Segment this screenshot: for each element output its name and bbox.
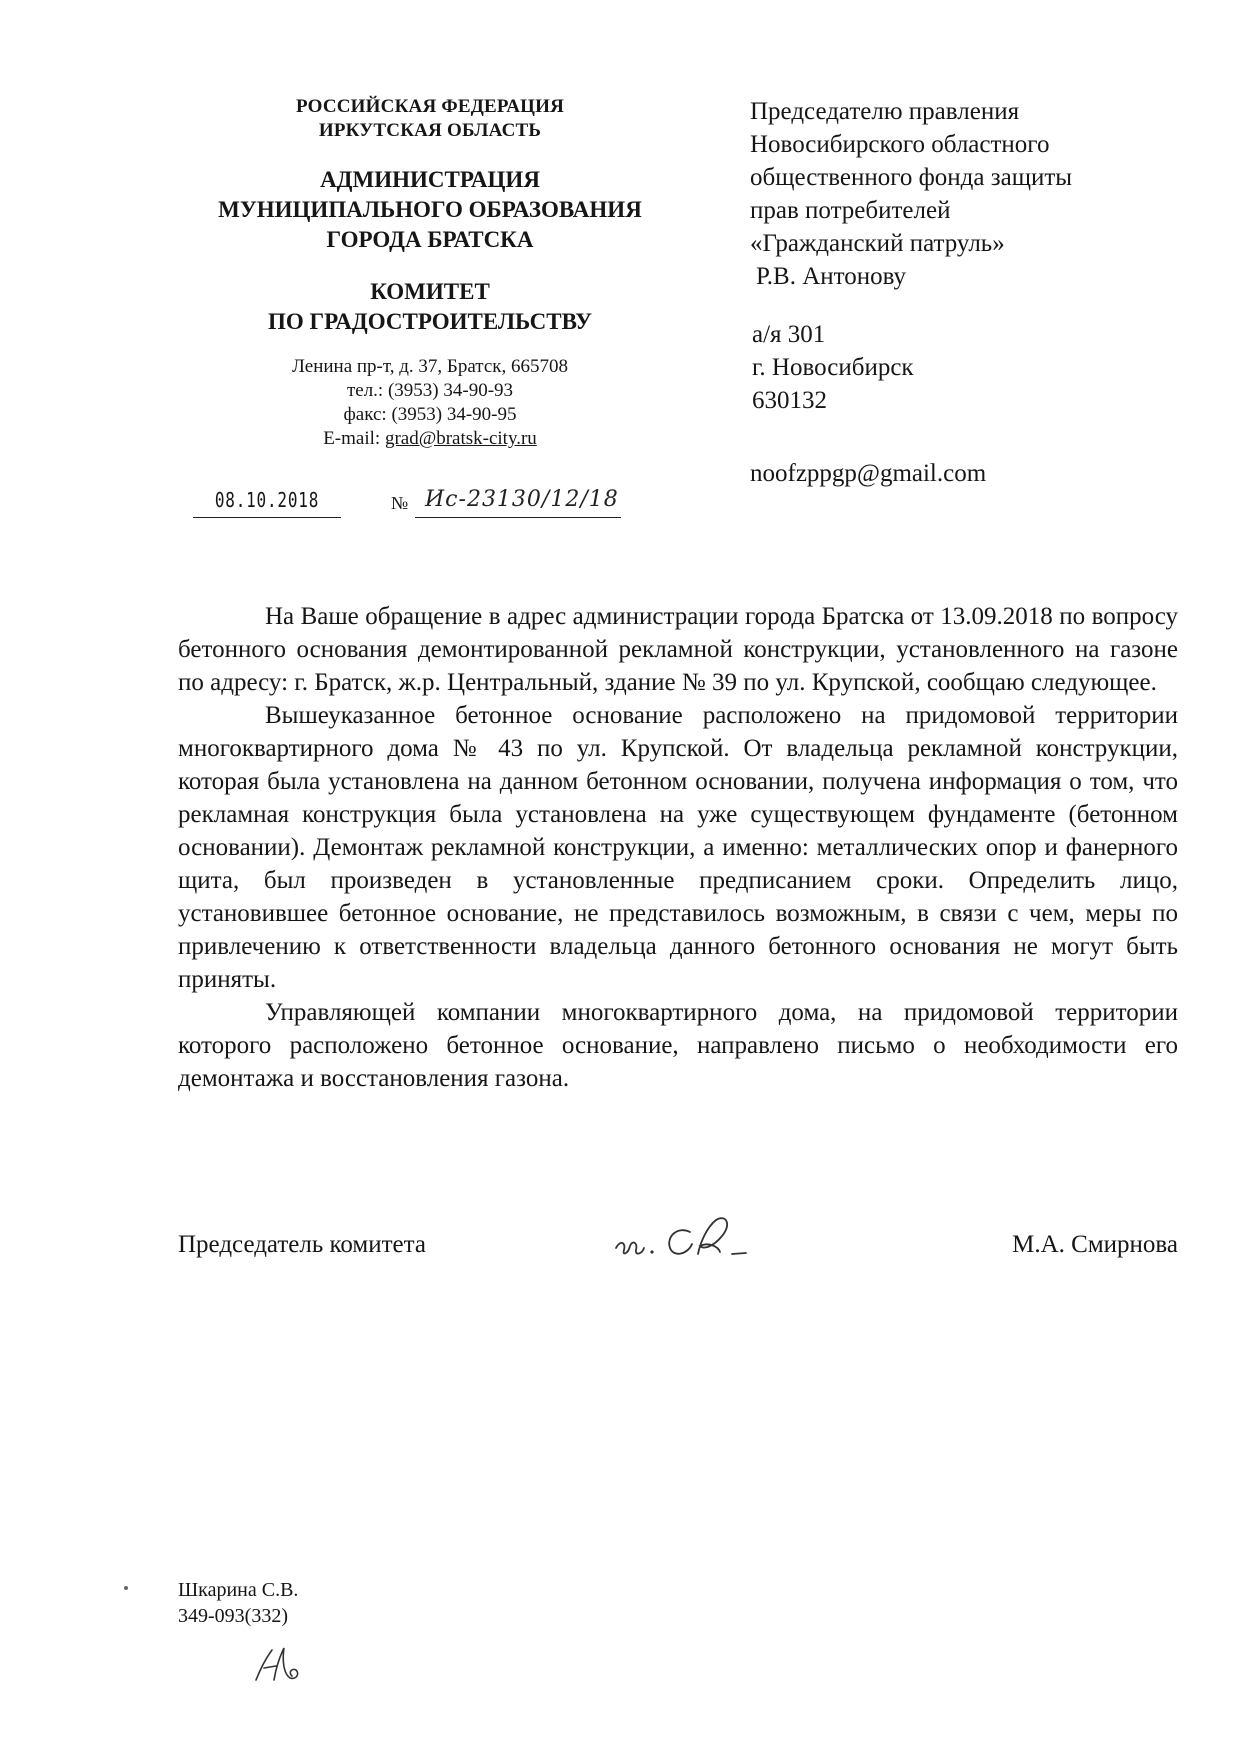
handwritten-signature [608, 1206, 778, 1276]
contacts-block [170, 355, 690, 451]
admin-line-1: АДМИНИСТРАЦИЯ [320, 167, 540, 192]
number-sign: № [391, 493, 409, 513]
recipient-city: г. Новосибирск [752, 354, 914, 381]
handwritten-initials [250, 1640, 330, 1690]
signer-position: Председатель комитета [178, 1231, 426, 1258]
recipient-line-3: общественного фонда защиты [750, 164, 1073, 191]
registration-line [193, 483, 633, 523]
registration-number: Ис-23130/12/18 [415, 483, 621, 518]
recipient-line-2: Новосибирского областного [750, 131, 1050, 158]
admin-line-3: ГОРОДА БРАТСКА [326, 227, 534, 252]
email-line [170, 427, 690, 451]
recipient-postcode: 630132 [752, 387, 827, 414]
administration-block [170, 165, 690, 255]
recipient-line-4: прав потребителей [750, 197, 951, 224]
body-paragraph-3: Управляющей компании многоквартирного дома, на придомовой территории которого расположено бетонное основание, направлено письмо о необходимости его демонтажа и восстановления газона. [178, 999, 1178, 1092]
recipient-line-5: «Гражданский патруль» [750, 230, 1005, 257]
phone-line: тел.: (3953) 34-90-93 [346, 380, 514, 401]
letter-body [178, 600, 1178, 1095]
executor-phone: 349-093(332) [178, 1605, 288, 1627]
margin-mark [124, 1586, 128, 1590]
recipient-line-1: Председателю правления [750, 98, 1020, 125]
signature-row [178, 1228, 1178, 1288]
address-line: Ленина пр-т, д. 37, Братск, 665708 [292, 356, 568, 377]
federation-block [170, 95, 690, 143]
committee-line-1: КОМИТЕТ [370, 279, 490, 304]
email-link[interactable]: grad@bratsk-city.ru [384, 428, 537, 449]
recipient-address [750, 318, 1170, 417]
recipient-email[interactable]: noofzppgp@gmail.com [750, 460, 987, 487]
executor-name: Шкарина С.В. [178, 1579, 299, 1601]
email-label: E-mail: [323, 428, 385, 449]
body-paragraph-2: Вышеуказанное бетонное основание расположено на придомовой территории многоквартирного дома № 43 по ул. Крупской. От владельца рекламной конструкции, которая была установлена на данном бетонном основании, получена информация о том, что рекламная конструкция была установлена на уже существующем фундаменте (бетонном основании). Демонтаж рекламной конструкции, а именно: металлических опор и фанерного щита, был произведен в установленные предписанием сроки. Определить лицо, установившее бетонное основание, не представилось возможным, в связи с чем, меры по привлечению к ответственности владельца данного бетонного основания не могут быть приняты. [178, 702, 1178, 993]
signer-name: М.А. Смирнова [1012, 1231, 1178, 1258]
body-paragraph-1: На Ваше обращение в адрес администрации города Братска от 13.09.2018 по вопросу бетонного основания демонтированной рекламной конструкции, установленного на газоне по адресу: г. Братск, ж.р. Центральный, здание № 39 по ул. Крупской, сообщаю следующее. [178, 603, 1178, 696]
region-line: ИРКУТСКАЯ ОБЛАСТЬ [318, 120, 542, 141]
po-box: а/я 301 [752, 321, 826, 348]
letterhead [170, 95, 690, 451]
admin-line-2: МУНИЦИПАЛЬНОГО ОБРАЗОВАНИЯ [218, 197, 642, 222]
committee-line-2: ПО ГРАДОСТРОИТЕЛЬСТВУ [268, 309, 592, 334]
executor-block [178, 1577, 298, 1629]
recipient-block [750, 95, 1170, 490]
fax-line: факс: (3953) 34-90-95 [343, 404, 517, 425]
federation-line: РОССИЙСКАЯ ФЕДЕРАЦИЯ [295, 96, 565, 117]
recipient-name: Р.В. Антонову [756, 263, 907, 290]
registration-date: 08.10.2018 [193, 483, 341, 518]
committee-block [170, 277, 690, 337]
